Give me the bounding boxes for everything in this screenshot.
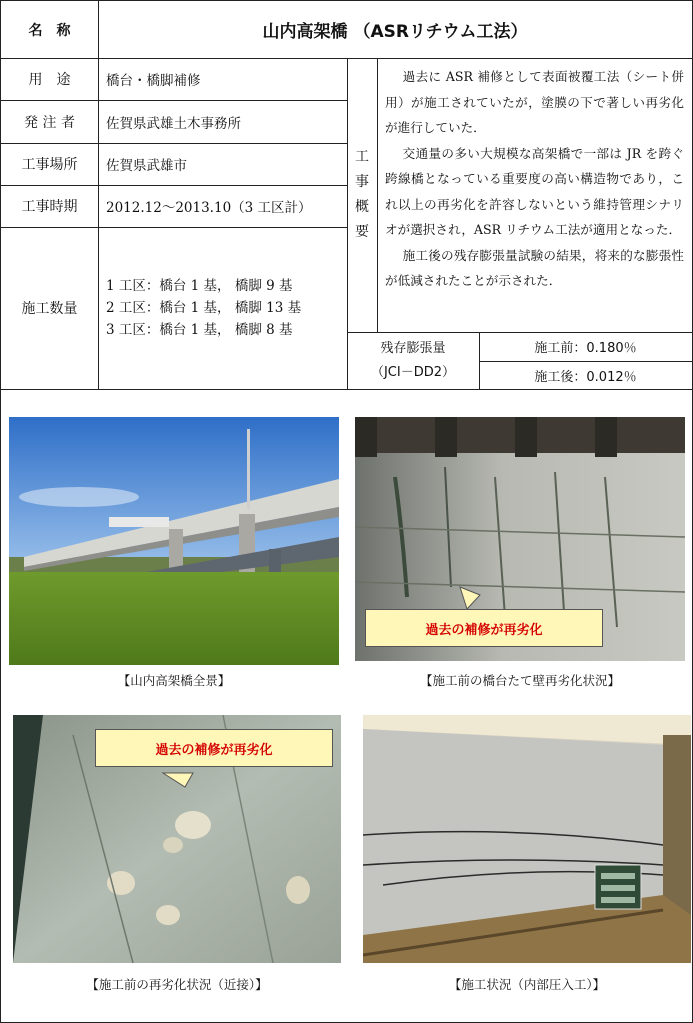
grid-line	[479, 332, 480, 389]
quantity-line: 1 工区：橋台 1 基， 橋脚 9 基	[106, 278, 293, 294]
overview-label-char: 要	[355, 224, 369, 240]
callout-box: 過去の補修が再劣化	[95, 729, 333, 767]
bridge-overview-photo	[9, 417, 339, 665]
photo-caption: 【施工状況（内部圧入工）】	[448, 977, 606, 992]
overview-label-char: 工	[355, 149, 369, 165]
grid-line	[1, 100, 347, 101]
period-label: 工事時期	[21, 199, 78, 215]
grid-line	[377, 58, 378, 332]
name-label: 名 称	[28, 22, 71, 39]
photo-caption: 【施工前の再劣化状況（近接）】	[86, 977, 268, 992]
photo-caption: 【山内高架橋全景】	[117, 673, 231, 688]
overview-text	[377, 58, 692, 332]
photo-caption: 【施工前の橋台たて壁再劣化状況】	[419, 673, 620, 688]
grid-line	[1, 185, 347, 186]
client-label: 発 注 者	[24, 114, 75, 131]
expansion-label-main: 残存膨張量	[380, 340, 446, 356]
grid-line	[98, 1, 99, 389]
expansion-label-method: （JCI－DD2）	[370, 364, 456, 380]
overview-label	[347, 58, 377, 332]
grid-line	[479, 361, 692, 362]
overview-label-char: 概	[355, 199, 369, 215]
grid-line	[347, 58, 348, 389]
quantity-line: 3 工区：橋台 1 基， 橋脚 8 基	[106, 322, 293, 338]
use-label: 用 途	[28, 72, 71, 88]
expansion-label	[347, 332, 479, 389]
grid-line	[1, 227, 347, 228]
site-label: 工事場所	[21, 157, 78, 173]
grid-line	[1, 143, 347, 144]
grid-line	[1, 389, 692, 390]
injection-work-photo	[363, 715, 691, 963]
quantity-label: 施工数量	[21, 301, 78, 317]
project-title: 山内高架橋 （ASRリチウム工法）	[262, 22, 528, 42]
expansion-after: 施工後：0.012％	[534, 369, 637, 385]
quantity-line: 2 工区：橋台 1 基， 橋脚 13 基	[106, 300, 302, 316]
overview-paragraph: 施工後の残存膨張量試験の結果，将来的な膨張性が低減されたことが示された．	[385, 247, 684, 288]
client-value: 佐賀県武雄土木事務所	[106, 115, 241, 132]
period-value: 2012.12～2013.10（3 工区計）	[106, 200, 312, 216]
callout-box: 過去の補修が再劣化	[365, 609, 603, 647]
expansion-before: 施工前：0.180％	[534, 341, 637, 356]
grid-line	[347, 332, 692, 333]
overview-paragraph: 交通量の多い大規模な高架橋で一部は JR を跨ぐ跨線橋となっている重要度の高い構造物であり，これ以上の再劣化を許容しないという維持管理シナリオが選択され，ASR リチウム工法が適用となった．	[385, 145, 684, 237]
use-value: 橋台・橋脚補修	[106, 73, 201, 89]
overview-label-char: 事	[355, 174, 369, 190]
overview-paragraph: 過去に ASR 補修として表面被覆工法（シート併用）が施工されていたが，塗膜の下で著しい再劣化が進行していた．	[385, 69, 684, 135]
quantity-value	[98, 227, 347, 389]
site-value: 佐賀県武雄市	[106, 158, 187, 174]
